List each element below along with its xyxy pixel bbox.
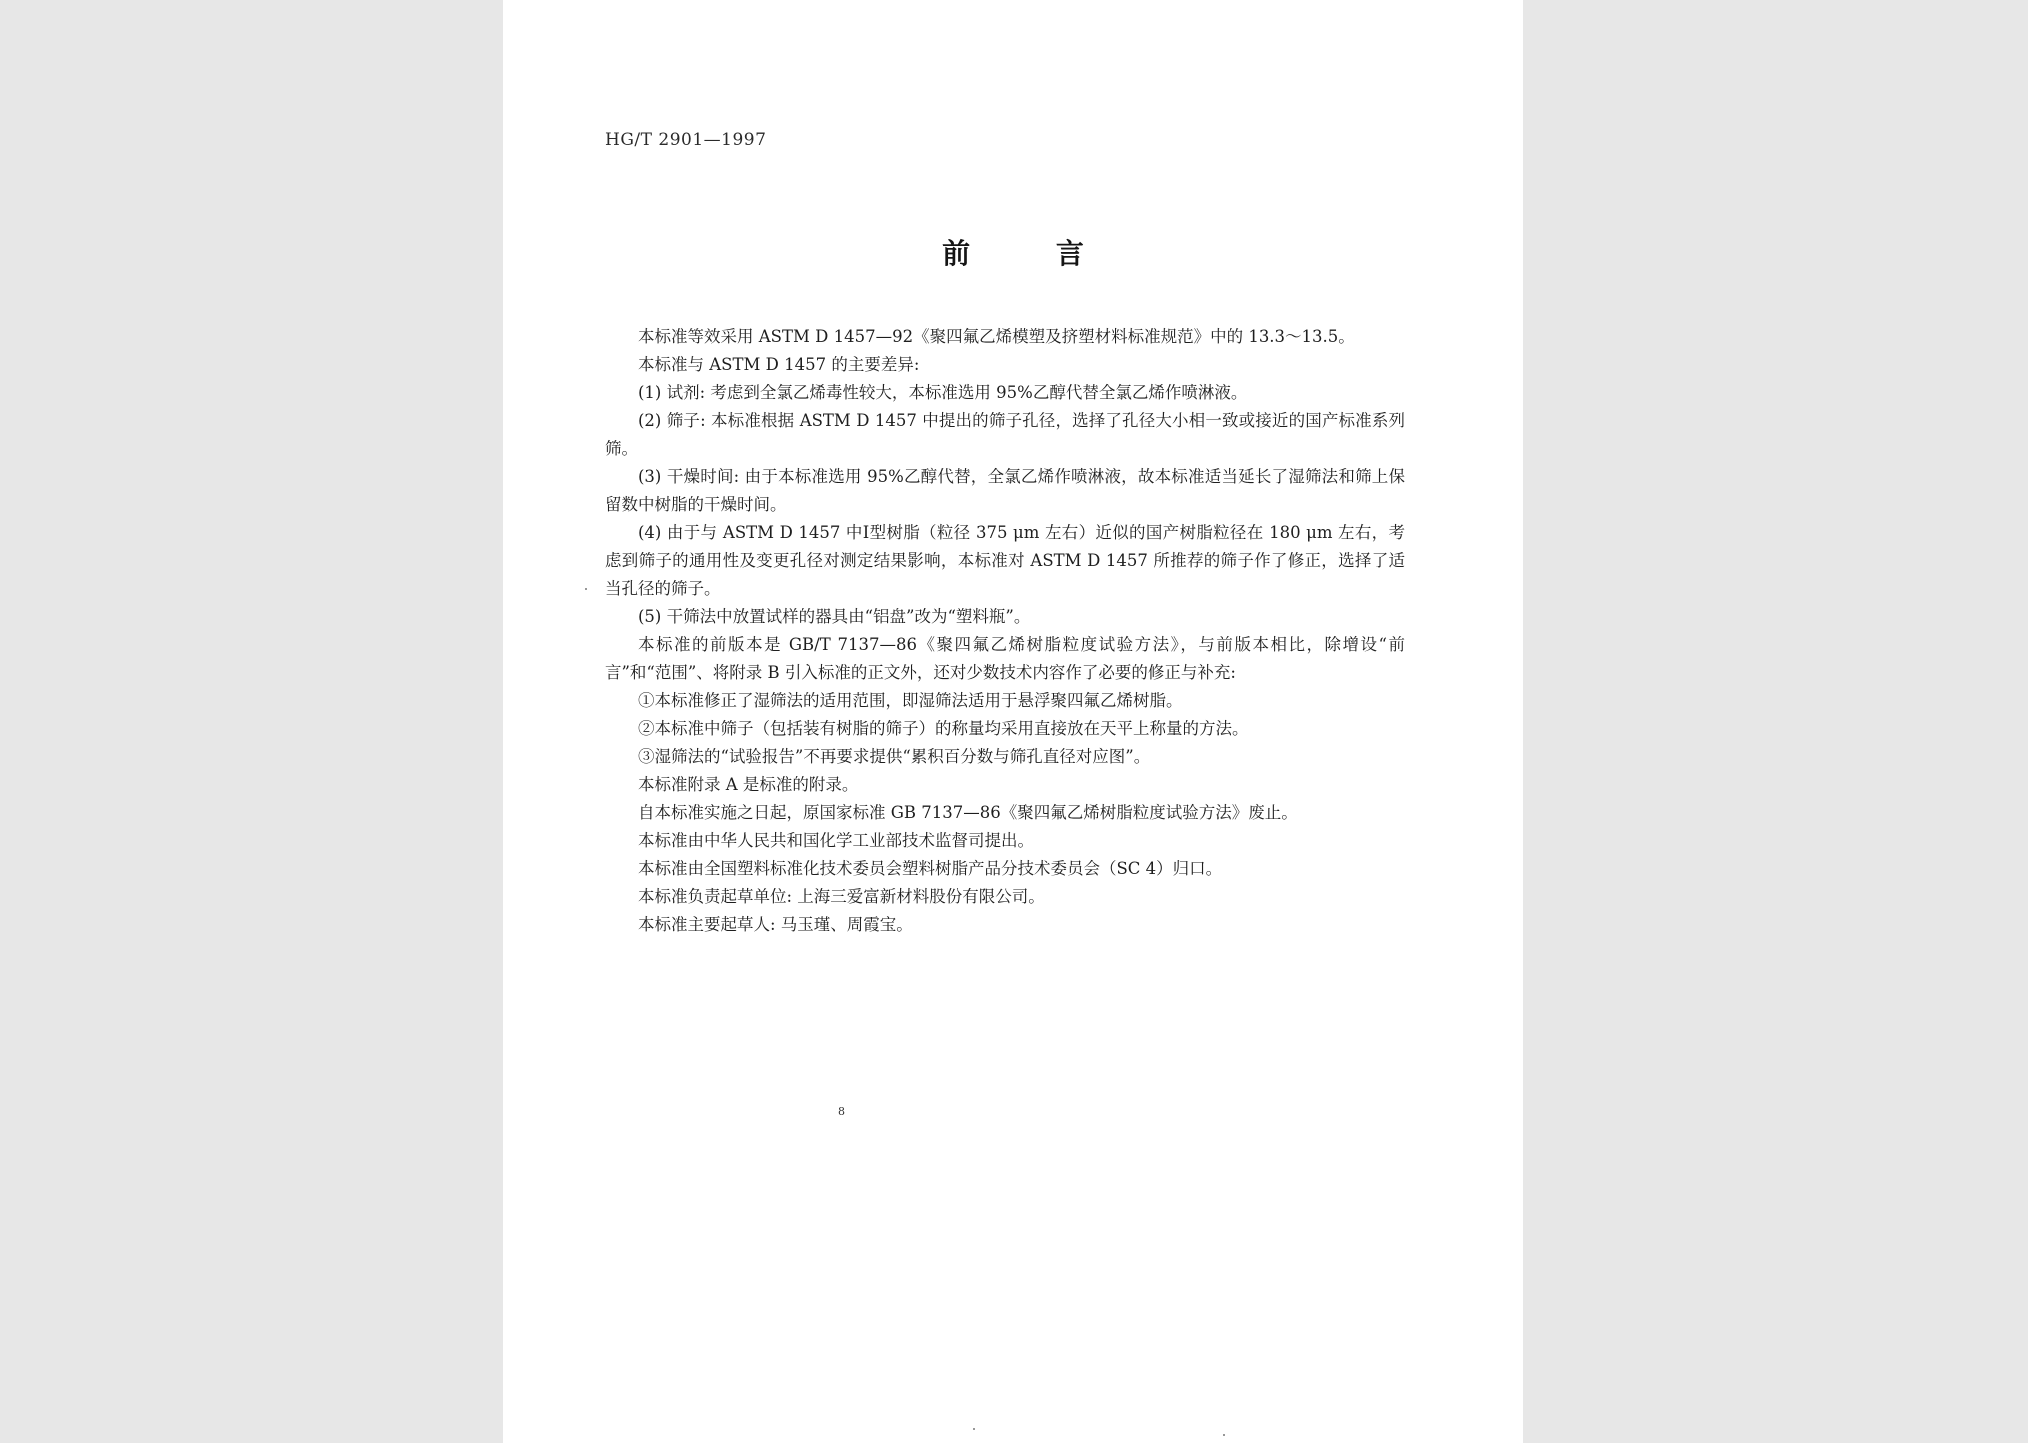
paragraph-differences-intro: 本标准与 ASTM D 1457 的主要差异:	[638, 355, 920, 374]
paragraph-diff-container: (5) 干筛法中放置试样的器具由“铝盘”改为“塑料瓶”。	[638, 607, 1031, 626]
scan-speck	[1223, 1434, 1225, 1436]
scan-speck	[973, 1428, 975, 1430]
paragraph-previous-version: 本标准的前版本是 GB/T 7137—86《聚四氟乙烯树脂粒度试验方法》，与前版本相比，除增设“前言”和“范围”、将附录 B 引入标准的正文外，还对少数技术内容作了必要的修正与补充:	[605, 635, 1405, 682]
paragraph-proposer: 本标准由中华人民共和国化学工业部技术监督司提出。	[638, 831, 1034, 850]
paragraph-adoption: 本标准等效采用 ASTM D 1457—92《聚四氟乙烯模塑及挤塑材料标准规范》中的 13.3～13.5。	[638, 327, 1355, 346]
paragraph-supersedes: 自本标准实施之日起，原国家标准 GB 7137—86《聚四氟乙烯树脂粒度试验方法》废止。	[638, 803, 1298, 822]
paragraph-committee: 本标准由全国塑料标准化技术委员会塑料树脂产品分技术委员会（SC 4）归口。	[638, 859, 1223, 878]
paragraph-diff-drying-time: (3) 干燥时间: 由于本标准选用 95%乙醇代替，全氯乙烯作喷淋液，故本标准适当延长了湿筛法和筛上保留数中树脂的干燥时间。	[605, 467, 1405, 514]
standard-code: HG/T 2901—1997	[605, 130, 767, 150]
foreword-body	[605, 323, 1405, 939]
paragraph-diff-reagent: (1) 试剂: 考虑到全氯乙烯毒性较大，本标准选用 95%乙醇代替全氯乙烯作喷淋液。	[638, 383, 1248, 402]
paragraph-revision-1: ①本标准修正了湿筛法的适用范围，即湿筛法适用于悬浮聚四氟乙烯树脂。	[638, 691, 1183, 710]
paragraph-revision-3: ③湿筛法的“试验报告”不再要求提供“累积百分数与筛孔直径对应图”。	[638, 747, 1151, 766]
paragraph-diff-particle-size: (4) 由于与 ASTM D 1457 中Ⅰ型树脂（粒径 375 μm 左右）近似的国产树脂粒径在 180 μm 左右，考虑到筛子的通用性及变更孔径对测定结果影响，本标准对 ASTM D 1457 所推荐的筛子作了修正，选择了适当孔径的筛子。	[605, 523, 1405, 598]
scan-speck	[585, 588, 587, 590]
paragraph-drafters: 本标准主要起草人: 马玉瑾、周霞宝。	[638, 915, 913, 934]
paragraph-revision-2: ②本标准中筛子（包括装有树脂的筛子）的称量均采用直接放在天平上称量的方法。	[638, 719, 1249, 738]
document-page	[503, 0, 1523, 1443]
page-number: 8	[838, 1105, 845, 1118]
paragraph-annex: 本标准附录 A 是标准的附录。	[638, 775, 859, 794]
paragraph-diff-sieve: (2) 筛子: 本标准根据 ASTM D 1457 中提出的筛子孔径，选择了孔径大小相一致或接近的国产标准系列筛。	[605, 411, 1405, 458]
paragraph-drafting-unit: 本标准负责起草单位: 上海三爱富新材料股份有限公司。	[638, 887, 1045, 906]
page-title: 前 言	[942, 237, 1122, 270]
